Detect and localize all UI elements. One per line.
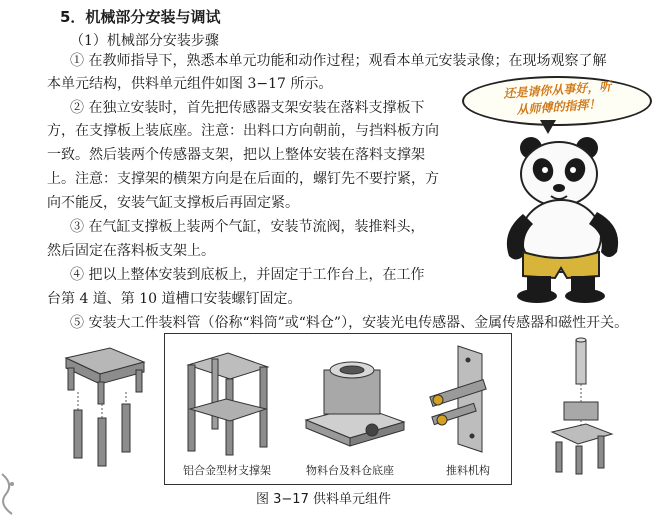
- step-3-line-2: 然后固定在落料板支架上。: [47, 243, 215, 259]
- step-2-line-5: 向不能反，安装气缸支撑板后再固定紧。: [47, 195, 299, 211]
- corner-decoration-icon: [0, 470, 22, 518]
- section-heading: 5．机械部分安装与调试: [60, 8, 221, 26]
- figure-label-aluminum-frame: 铝合金型材支撑架: [183, 464, 271, 477]
- step-4-line-1: ④ 把以上整体安装到底板上，并固定于工作台上，在工作: [70, 267, 425, 283]
- speech-line-2: 从师傅的指挥！: [516, 97, 601, 117]
- speech-line-1: 还是请你从事好，听: [502, 79, 612, 101]
- panda-mascot-illustration: [487, 128, 647, 308]
- step-3-line-1: ③ 在气缸支撑板上装两个气缸，安装节流阀，装推料头，: [70, 219, 425, 235]
- step-1-line-2: 本单元结构，供料单元组件如图 3−17 所示。: [47, 76, 333, 92]
- frame-exploded-view-image: [48, 340, 156, 470]
- aluminum-frame-image: [178, 343, 278, 458]
- subsection-heading: （1）机械部分安装步骤: [70, 33, 219, 49]
- figure-label-material-table: 物料台及料仓底座: [306, 464, 394, 477]
- step-4-line-2: 台第 4 道、第 10 道槽口安装螺钉固定。: [47, 291, 302, 307]
- step-2-line-1: ② 在独立安装时，首先把传感器支架安装在落料支撑板下: [70, 100, 425, 116]
- step-2-line-2: 方，在支撑板上装底座。注意：出料口方向朝前，与挡料板方向: [47, 123, 439, 139]
- figure-label-push-mechanism: 推料机构: [446, 464, 490, 477]
- assembly-exploded-view-image: [542, 336, 618, 478]
- step-1-line-1: ① 在教师指导下，熟悉本单元功能和动作过程；观看本单元安装录像；在现场观察了解: [70, 53, 607, 69]
- figure-caption: 图 3−17 供料单元组件: [256, 492, 391, 507]
- push-mechanism-image: [424, 340, 508, 460]
- material-table-image: [300, 348, 408, 458]
- step-2-line-3: 一致。然后装两个传感器支架，把以上整体安装在落料支撑架: [47, 147, 425, 163]
- step-2-line-4: 上。注意：支撑架的横架方向是在后面的，螺钉先不要拧紧，方: [47, 171, 439, 187]
- step-5-line-1: ⑤ 安装大工件装料管（俗称“料筒”或“料仓”），安装光电传感器、金属传感器和磁性开关。: [70, 315, 629, 331]
